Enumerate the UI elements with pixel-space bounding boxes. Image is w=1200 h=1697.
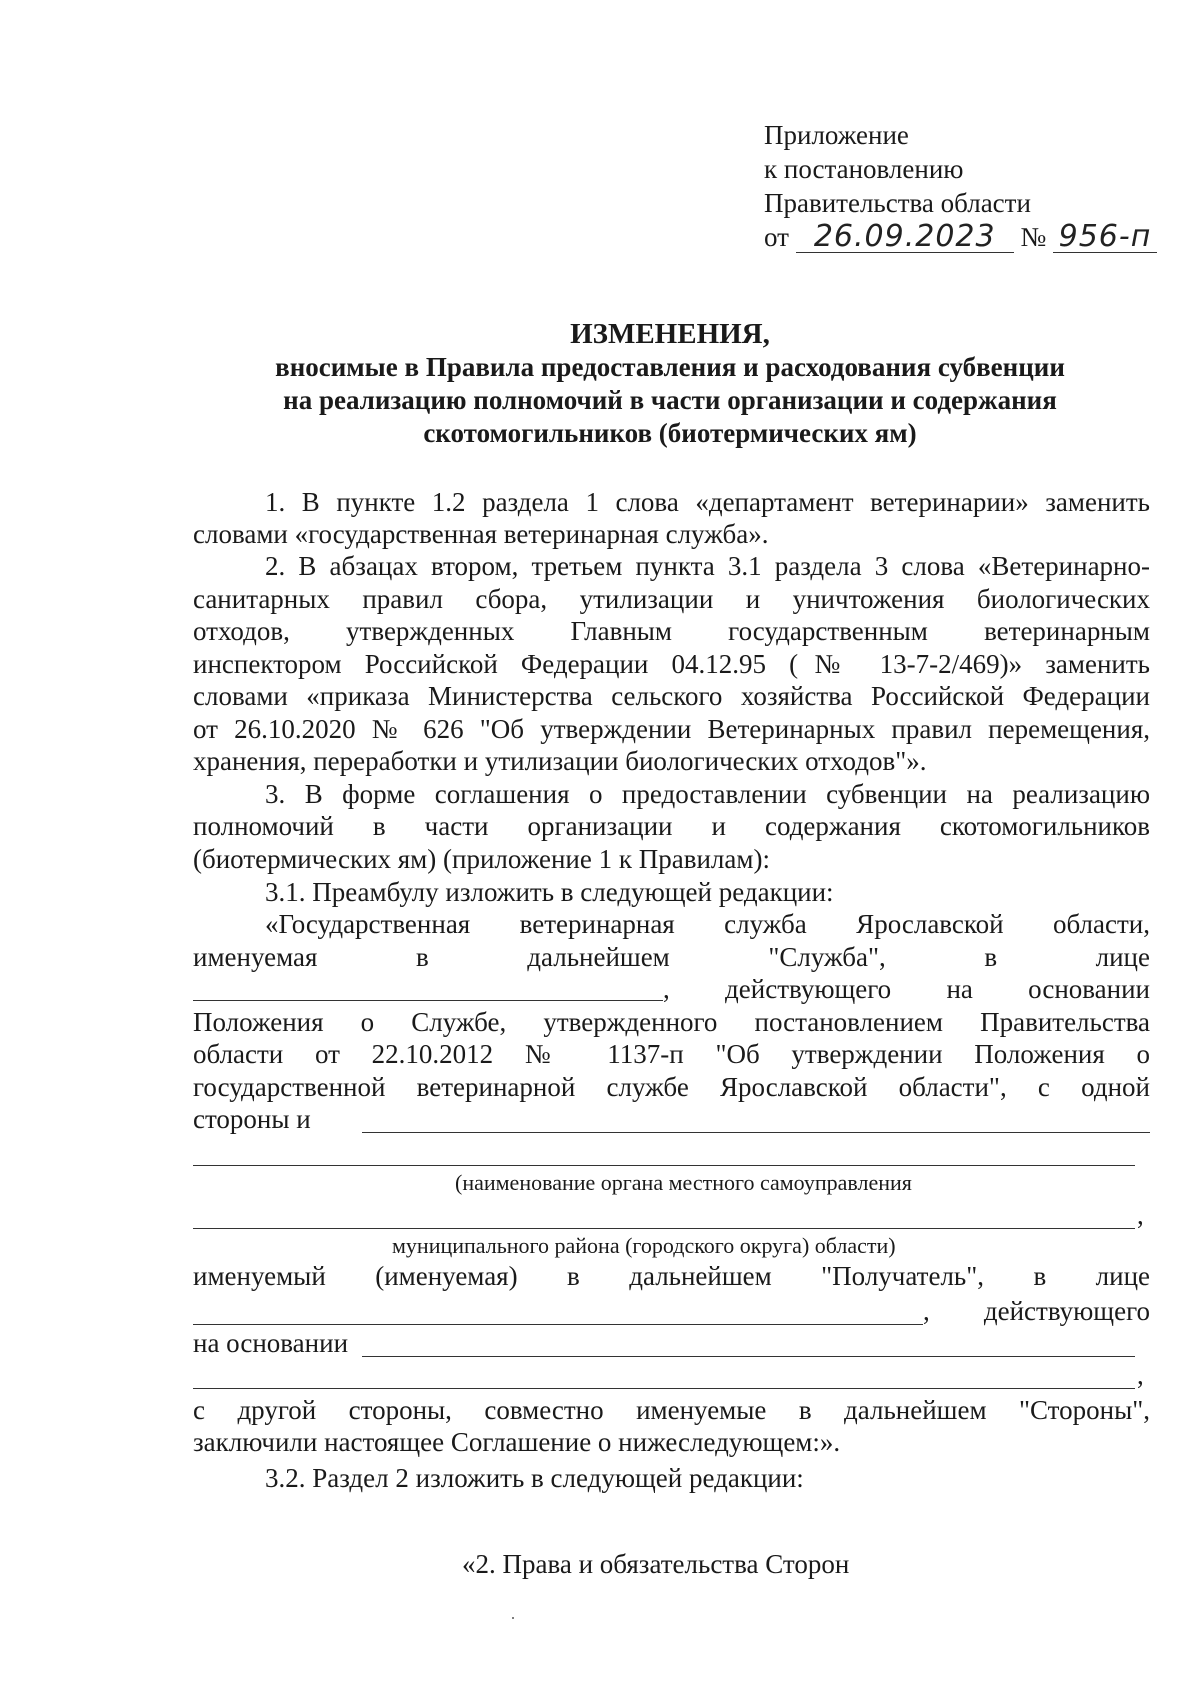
appendix-line-2: к постановлению xyxy=(764,154,964,184)
preamble-line-6: государственной ветеринарной службе Ярославской области", с одной xyxy=(193,1072,1150,1102)
para-1-line-2: словами «государственная ветеринарная служба». xyxy=(193,519,769,549)
recipient-line-3: на основании xyxy=(193,1328,349,1358)
comma-2: , xyxy=(1137,1360,1144,1390)
preamble-line-4: Положения о Службе, утвержденного постановлением Правительства xyxy=(193,1007,1150,1037)
from-label: от xyxy=(764,222,789,252)
document-subtitle-line-3: скотомогильников (биотермических ям) xyxy=(423,418,917,448)
para-3-line-2: полномочий в части организации и содержания скотомогильников xyxy=(193,811,1150,841)
appendix-line-1: Приложение xyxy=(764,120,909,150)
para-3-line-1: 3. В форме соглашения о предоставлении субвенции на реализацию xyxy=(265,779,1150,809)
blank-line-local-authority xyxy=(193,1165,1135,1166)
para-2-line-6: от 26.10.2020 № 626 "Об утверждении Ветеринарных правил перемещения, xyxy=(193,714,1150,744)
number-sign: № xyxy=(1020,222,1047,252)
recipient-line-2-tail: , действующего xyxy=(923,1296,1150,1326)
appendix-date-line xyxy=(764,220,1157,254)
blank-line-party-2 xyxy=(362,1132,1150,1133)
closing-line-2: заключили настоящее Соглашение о нижеследующем:». xyxy=(193,1427,841,1457)
handwritten-number: 956-п xyxy=(1053,222,1157,253)
preamble-line-1: «Государственная ветеринарная служба Ярославской области, xyxy=(265,909,1150,939)
blank-line-municipality xyxy=(193,1228,1135,1229)
blank-line-basis xyxy=(362,1356,1135,1357)
para-2-line-7: хранения, переработки и утилизации биологических отходов"». xyxy=(193,746,927,776)
appendix-block xyxy=(764,118,1157,254)
document-title: ИЗМЕНЕНИЯ, xyxy=(570,318,770,350)
closing-line-1: с другой стороны, совместно именуемые в дальнейшем "Стороны", xyxy=(193,1395,1150,1425)
caption-local-authority: (наименование органа местного самоуправления xyxy=(455,1170,912,1195)
para-2-line-2: санитарных правил сбора, утилизации и уничтожения биологических xyxy=(193,584,1150,614)
clause-3-1: 3.1. Преамбулу изложить в следующей редакции: xyxy=(265,877,834,907)
blank-line-service-representative xyxy=(193,1000,663,1001)
blank-line-recipient-representative xyxy=(193,1324,923,1325)
para-2-line-1: 2. В абзацах втором, третьем пункта 3.1 раздела 3 слова «Ветеринарно- xyxy=(265,551,1150,581)
preamble-line-7: стороны и xyxy=(193,1104,311,1134)
document-subtitle-line-1: вносимые в Правила предоставления и расходования субвенции xyxy=(275,352,1065,382)
preamble-line-5: области от 22.10.2012 № 1137-п "Об утверждении Положения о xyxy=(193,1039,1150,1069)
comma-1: , xyxy=(1137,1200,1144,1230)
appendix-line-3: Правительства области xyxy=(764,188,1031,218)
caption-municipality: муниципального района (городского округа) области) xyxy=(392,1233,896,1258)
para-2-line-5: словами «приказа Министерства сельского хозяйства Российской Федерации xyxy=(193,681,1150,711)
preamble-line-3-tail: , действующего на основании xyxy=(663,974,1150,1004)
para-3-line-3: (биотермических ям) (приложение 1 к Правилам): xyxy=(193,844,770,874)
recipient-line-1: именуемый (именуемая) в дальнейшем "Получатель", в лице xyxy=(193,1261,1150,1291)
blank-line-basis-2 xyxy=(193,1388,1135,1389)
scan-speck xyxy=(512,1617,514,1619)
para-1-line-1: 1. В пункте 1.2 раздела 1 слова «департамент ветеринарии» заменить xyxy=(265,487,1150,517)
clause-3-2: 3.2. Раздел 2 изложить в следующей редакции: xyxy=(265,1463,804,1493)
handwritten-date: 26.09.2023 xyxy=(796,222,1014,253)
section-2-heading: «2. Права и обязательства Сторон xyxy=(462,1549,850,1579)
para-2-line-3: отходов, утвержденных Главным государственным ветеринарным xyxy=(193,616,1150,646)
para-2-line-4: инспектором Российской Федерации 04.12.95 (№ 13-7-2/469)» заменить xyxy=(193,649,1150,679)
preamble-line-2: именуемая в дальнейшем "Служба", в лице xyxy=(193,942,1150,972)
document-subtitle-line-2: на реализацию полномочий в части организации и содержания xyxy=(283,385,1057,415)
